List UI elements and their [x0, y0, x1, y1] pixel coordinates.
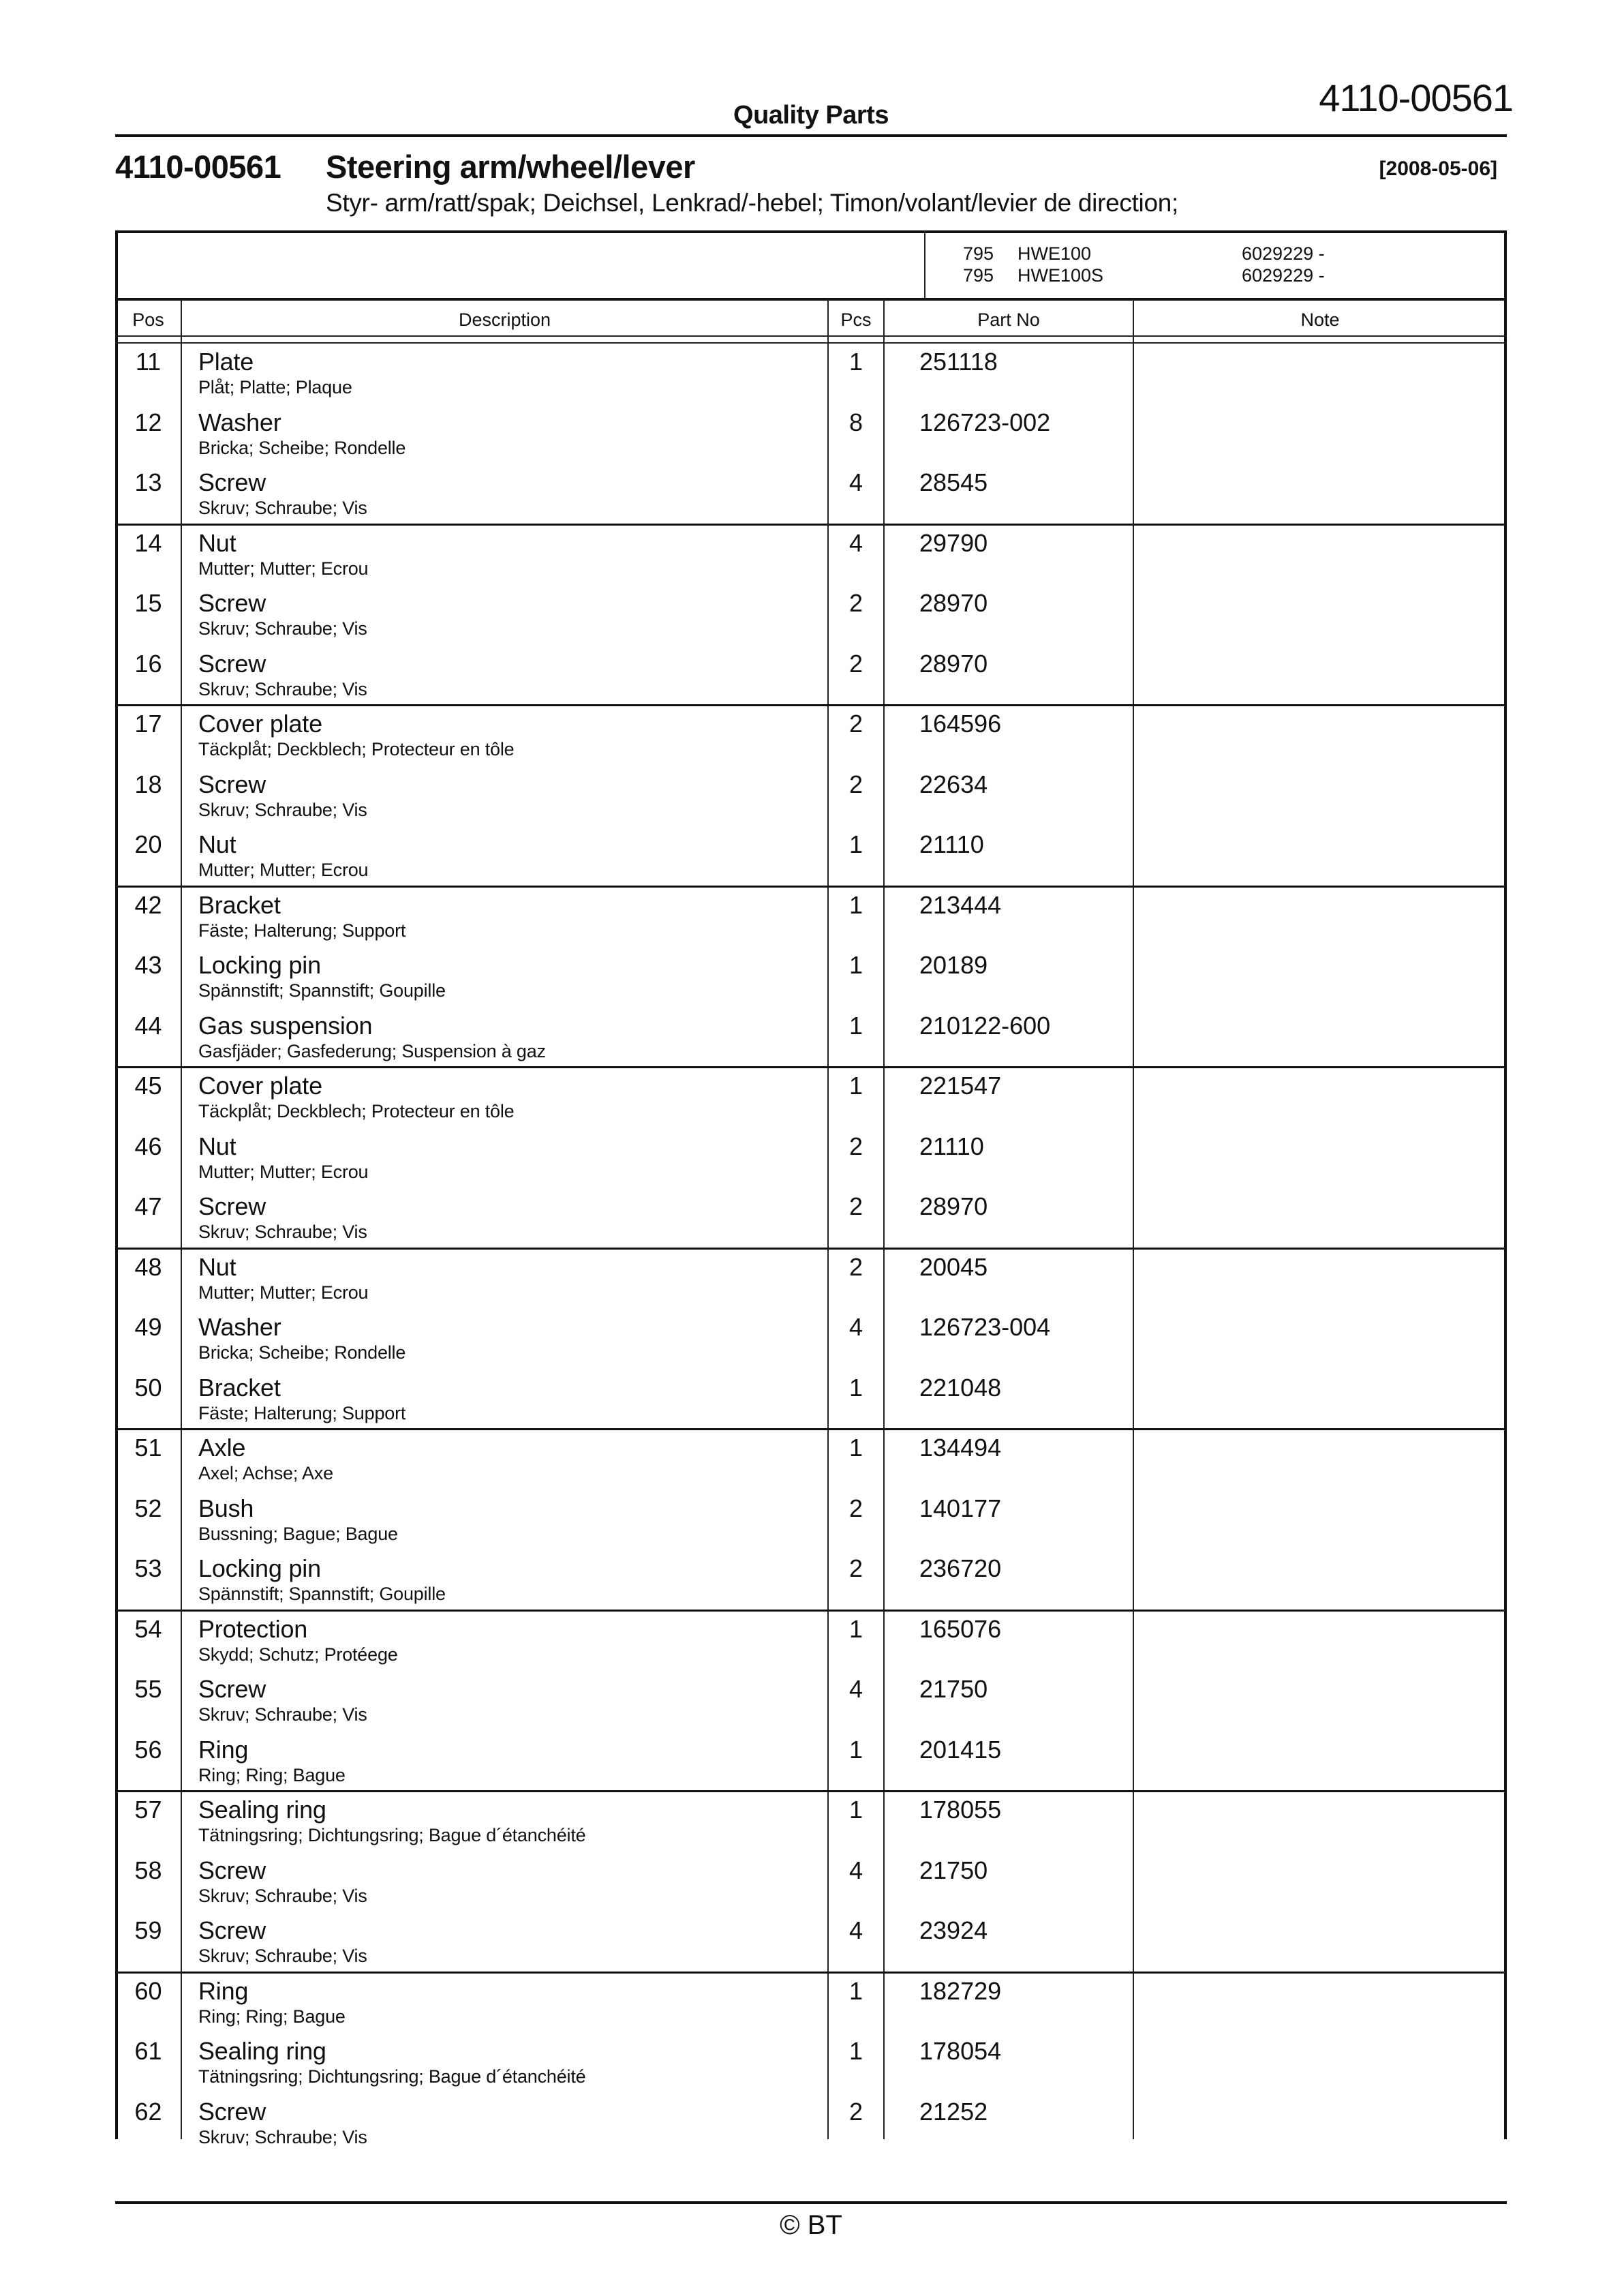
part-description: Washer — [198, 408, 281, 436]
part-description: Nut — [198, 1132, 236, 1160]
table-row — [115, 344, 1507, 404]
part-description-translations: Bricka; Scheibe; Rondelle — [198, 437, 406, 458]
row-group-divider — [115, 1248, 1507, 1250]
part-description: Ring — [198, 1735, 249, 1764]
quantity: 4 — [849, 1856, 863, 1884]
part-description-translations: Mutter; Mutter; Ecrou — [198, 558, 369, 579]
position-number: 50 — [134, 1373, 162, 1402]
column-header-part-no: Part No — [977, 309, 1040, 330]
part-number: 165076 — [919, 1614, 1002, 1643]
quantity: 1 — [849, 1434, 863, 1462]
part-number: 28545 — [919, 468, 988, 496]
part-number: 201415 — [919, 1735, 1002, 1764]
position-number: 61 — [134, 2037, 162, 2065]
table-row — [115, 1128, 1507, 1189]
position-number: 20 — [134, 830, 162, 858]
position-number: 11 — [135, 348, 162, 376]
quantity: 2 — [849, 589, 863, 617]
part-number: 164596 — [919, 710, 1002, 738]
table-row — [115, 1188, 1507, 1249]
position-number: 17 — [134, 710, 162, 738]
table-row — [115, 1490, 1507, 1551]
position-number: 62 — [134, 2097, 162, 2126]
quantity: 2 — [849, 1192, 863, 1220]
part-number: 28970 — [919, 589, 988, 617]
part-number: 221048 — [919, 1373, 1002, 1402]
part-number: 182729 — [919, 1976, 1002, 2005]
position-number: 14 — [134, 528, 162, 557]
part-description-translations: Skruv; Schraube; Vis — [198, 1946, 367, 1966]
part-number: 21110 — [919, 1132, 984, 1160]
quantity: 1 — [849, 830, 863, 858]
part-description: Washer — [198, 1313, 281, 1341]
model-box-divider — [924, 230, 925, 299]
column-header-note: Note — [1300, 309, 1340, 330]
part-description-translations: Mutter; Mutter; Ecrou — [198, 1161, 369, 1182]
quantity: 1 — [849, 2037, 863, 2065]
row-group-divider — [115, 1610, 1507, 1612]
row-group-divider — [115, 886, 1507, 888]
table-row — [115, 2094, 1507, 2154]
part-number: 21110 — [919, 830, 984, 858]
position-number: 15 — [134, 589, 162, 617]
quantity: 8 — [849, 408, 863, 436]
table-row — [115, 1068, 1507, 1128]
part-description: Screw — [198, 1675, 266, 1703]
table-row — [115, 1973, 1507, 2034]
part-description-translations: Skruv; Schraube; Vis — [198, 1885, 367, 1906]
part-description-translations: Ring; Ring; Bague — [198, 2006, 346, 2027]
part-number: 20189 — [919, 951, 988, 979]
assembly-title: Steering arm/wheel/lever — [326, 149, 695, 185]
part-description: Screw — [198, 1192, 266, 1220]
part-description-translations: Skydd; Schutz; Protéege — [198, 1644, 398, 1665]
table-row — [115, 1912, 1507, 1973]
part-number: 126723-004 — [919, 1313, 1051, 1341]
model-name: HWE100 — [1017, 243, 1092, 264]
part-number: 210122-600 — [919, 1011, 1051, 1040]
quantity: 2 — [849, 710, 863, 738]
parts-table — [115, 230, 1507, 2147]
position-number: 59 — [134, 1916, 162, 1944]
part-number: 20045 — [919, 1252, 988, 1281]
part-description: Cover plate — [198, 710, 322, 738]
part-description-translations: Mutter; Mutter; Ecrou — [198, 1282, 369, 1303]
table-row — [115, 1309, 1507, 1370]
quantity: 4 — [849, 528, 863, 557]
table-row — [115, 1550, 1507, 1611]
table-row — [115, 525, 1507, 586]
part-description-translations: Skruv; Schraube; Vis — [198, 799, 367, 820]
part-description: Screw — [198, 2097, 266, 2126]
footer-divider — [115, 2201, 1507, 2204]
revision-date: [2008-05-06] — [1379, 157, 1497, 180]
column-header-pcs: Pcs — [840, 309, 872, 330]
model-serial: 6029229 - — [1242, 265, 1325, 286]
part-number: 126723-002 — [919, 408, 1051, 436]
table-row — [115, 404, 1507, 465]
part-description-translations: Ring; Ring; Bague — [198, 1764, 346, 1785]
quantity: 4 — [849, 1916, 863, 1944]
quantity: 1 — [849, 1796, 863, 1824]
quantity: 4 — [849, 468, 863, 496]
position-number: 12 — [134, 408, 162, 436]
row-group-divider — [115, 1066, 1507, 1068]
position-number: 53 — [134, 1554, 162, 1582]
part-description: Plate — [198, 348, 254, 376]
part-description: Sealing ring — [198, 1796, 326, 1824]
part-description-translations: Bussning; Bague; Bague — [198, 1523, 398, 1544]
quantity: 1 — [849, 1976, 863, 2005]
part-number: 221547 — [919, 1072, 1002, 1100]
quantity: 1 — [849, 1011, 863, 1040]
part-description: Locking pin — [198, 951, 321, 979]
part-description-translations: Skruv; Schraube; Vis — [198, 1222, 367, 1242]
part-number: 29790 — [919, 528, 988, 557]
model-code: 795 — [963, 243, 994, 264]
quantity: 2 — [849, 1252, 863, 1281]
position-number: 54 — [134, 1614, 162, 1643]
table-row — [115, 646, 1507, 706]
row-group-divider — [115, 1790, 1507, 1792]
quantity: 2 — [849, 770, 863, 798]
document-number: 4110-00561 — [1319, 76, 1513, 119]
table-row — [115, 947, 1507, 1008]
part-description-translations: Axel; Achse; Axe — [198, 1463, 333, 1483]
quantity: 1 — [849, 1735, 863, 1764]
part-description-translations: Bricka; Scheibe; Rondelle — [198, 1342, 406, 1363]
model-name: HWE100S — [1017, 265, 1104, 286]
part-description: Bush — [198, 1494, 254, 1522]
part-description-translations: Skruv; Schraube; Vis — [198, 2126, 367, 2147]
part-description-translations: Täckplåt; Deckblech; Protecteur en tôle — [198, 739, 515, 759]
part-number: 23924 — [919, 1916, 988, 1944]
part-description-translations: Tätningsring; Dichtungsring; Bague d´étanchéité — [198, 1825, 586, 1845]
model-code: 795 — [963, 265, 994, 286]
part-description: Nut — [198, 528, 236, 557]
position-number: 42 — [134, 890, 162, 919]
part-number: 28970 — [919, 649, 988, 678]
quantity: 2 — [849, 649, 863, 678]
part-description: Sealing ring — [198, 2037, 326, 2065]
quantity: 1 — [849, 890, 863, 919]
column-header-pos: Pos — [132, 309, 164, 330]
assembly-translations: Styr- arm/ratt/spak; Deichsel, Lenkrad/-hebel; Timon/volant/levier de direction; — [326, 189, 1179, 217]
part-number: 140177 — [919, 1494, 1002, 1522]
position-number: 60 — [134, 1976, 162, 2005]
table-row — [115, 887, 1507, 948]
quantity: 4 — [849, 1675, 863, 1703]
part-description-translations: Spännstift; Spannstift; Goupille — [198, 980, 446, 1001]
quantity: 2 — [849, 1554, 863, 1582]
part-description: Gas suspension — [198, 1011, 373, 1040]
part-number: 21252 — [919, 2097, 988, 2126]
position-number: 44 — [134, 1011, 162, 1040]
part-description: Bracket — [198, 1373, 281, 1402]
table-row — [115, 1370, 1507, 1430]
position-number: 43 — [134, 951, 162, 979]
table-row — [115, 464, 1507, 525]
part-description: Locking pin — [198, 1554, 321, 1582]
part-description: Screw — [198, 468, 266, 496]
position-number: 18 — [134, 770, 162, 798]
part-number: 236720 — [919, 1554, 1002, 1582]
position-number: 58 — [134, 1856, 162, 1884]
part-description-translations: Täckplåt; Deckblech; Protecteur en tôle — [198, 1101, 515, 1121]
quantity: 1 — [849, 1614, 863, 1643]
part-description: Axle — [198, 1434, 246, 1462]
row-group-divider — [115, 1428, 1507, 1430]
part-number: 213444 — [919, 890, 1002, 919]
part-description-translations: Spännstift; Spannstift; Goupille — [198, 1584, 446, 1604]
part-number: 251118 — [919, 348, 998, 376]
table-row — [115, 826, 1507, 887]
part-description-translations: Plåt; Platte; Plaque — [198, 377, 352, 397]
table-row — [115, 1611, 1507, 1672]
quantity: 2 — [849, 1494, 863, 1522]
model-serial: 6029229 - — [1242, 243, 1325, 264]
table-row — [115, 1008, 1507, 1068]
table-row — [115, 2033, 1507, 2094]
part-description: Nut — [198, 1252, 236, 1281]
table-row — [115, 1671, 1507, 1732]
part-description-translations: Fäste; Halterung; Support — [198, 920, 406, 941]
part-description: Screw — [198, 1916, 266, 1944]
position-number: 49 — [134, 1313, 162, 1341]
part-number: 178054 — [919, 2037, 1002, 2065]
part-description-translations: Fäste; Halterung; Support — [198, 1402, 406, 1423]
quantity: 4 — [849, 1313, 863, 1341]
part-number: 134494 — [919, 1434, 1002, 1462]
model-box-bottom-border — [115, 298, 1507, 301]
part-number: 21750 — [919, 1675, 988, 1703]
quantity: 1 — [849, 1373, 863, 1402]
table-row — [115, 1430, 1507, 1490]
position-number: 51 — [134, 1434, 162, 1462]
position-number: 48 — [134, 1252, 162, 1281]
position-number: 46 — [134, 1132, 162, 1160]
table-top-border — [115, 230, 1507, 233]
quantity: 1 — [849, 1072, 863, 1100]
part-description-translations: Skruv; Schraube; Vis — [198, 498, 367, 518]
part-number: 178055 — [919, 1796, 1002, 1824]
table-row — [115, 1249, 1507, 1310]
header-rule-upper — [115, 335, 1507, 337]
quantity: 2 — [849, 2097, 863, 2126]
copyright: © BT — [780, 2210, 842, 2240]
row-group-divider — [115, 704, 1507, 706]
position-number: 13 — [134, 468, 162, 496]
assembly-code: 4110-00561 — [115, 149, 281, 185]
quantity: 1 — [849, 951, 863, 979]
part-description-translations: Mutter; Mutter; Ecrou — [198, 860, 369, 880]
part-number: 28970 — [919, 1192, 988, 1220]
header-divider — [115, 134, 1507, 137]
table-row — [115, 1732, 1507, 1792]
part-description: Screw — [198, 649, 266, 678]
table-row — [115, 585, 1507, 646]
part-description: Cover plate — [198, 1072, 322, 1100]
position-number: 47 — [134, 1192, 162, 1220]
part-description-translations: Skruv; Schraube; Vis — [198, 618, 367, 639]
part-description: Bracket — [198, 890, 281, 919]
part-description: Screw — [198, 1856, 266, 1884]
position-number: 57 — [134, 1796, 162, 1824]
part-description-translations: Tätningsring; Dichtungsring; Bague d´étanchéité — [198, 2066, 586, 2087]
part-number: 21750 — [919, 1856, 988, 1884]
position-number: 55 — [134, 1675, 162, 1703]
part-number: 22634 — [919, 770, 988, 798]
row-group-divider — [115, 524, 1507, 526]
position-number: 16 — [134, 649, 162, 678]
part-description: Nut — [198, 830, 236, 858]
part-description: Ring — [198, 1976, 249, 2005]
part-description-translations: Skruv; Schraube; Vis — [198, 1704, 367, 1725]
part-description-translations: Skruv; Schraube; Vis — [198, 678, 367, 699]
part-description: Protection — [198, 1614, 308, 1643]
column-header-description: Description — [458, 309, 551, 330]
quantity: 2 — [849, 1132, 863, 1160]
table-row — [115, 1852, 1507, 1913]
position-number: 52 — [134, 1494, 162, 1522]
position-number: 56 — [134, 1735, 162, 1764]
part-description: Screw — [198, 589, 266, 617]
part-description-translations: Gasfjäder; Gasfederung; Suspension à gaz — [198, 1040, 546, 1061]
part-description: Screw — [198, 770, 266, 798]
table-row — [115, 706, 1507, 766]
header-title: Quality Parts — [733, 101, 889, 130]
table-row — [115, 1792, 1507, 1852]
position-number: 45 — [134, 1072, 162, 1100]
row-group-divider — [115, 1972, 1507, 1974]
quantity: 1 — [849, 348, 863, 376]
table-row — [115, 766, 1507, 827]
